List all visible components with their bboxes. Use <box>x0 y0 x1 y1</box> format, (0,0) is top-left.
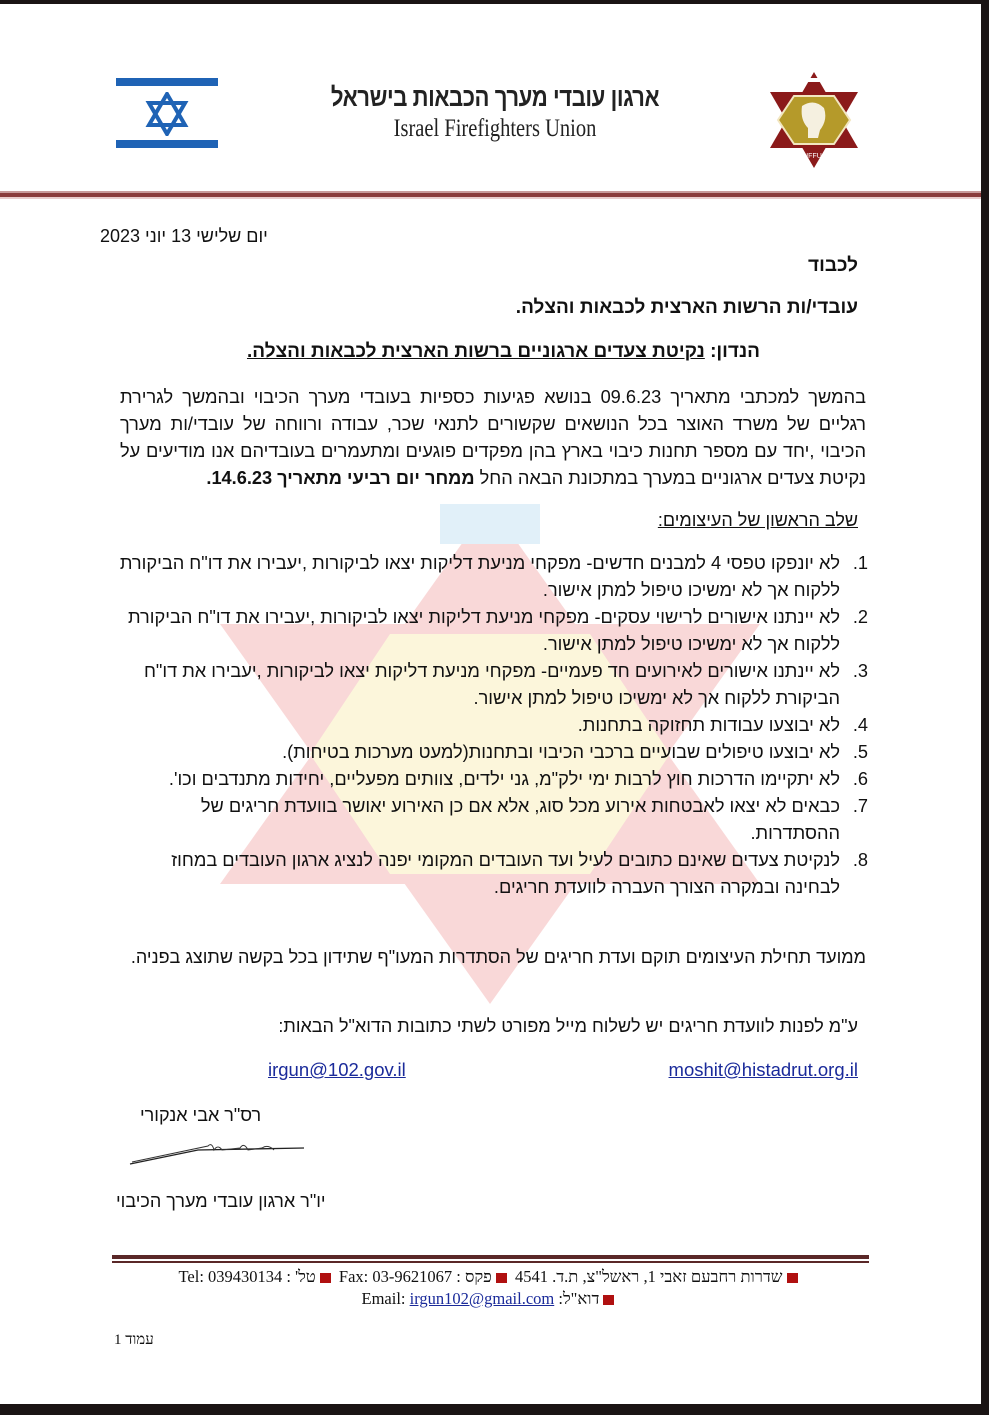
page-number: עמוד 1 <box>114 1332 154 1348</box>
document-page <box>0 4 981 1404</box>
org-title <box>300 82 690 143</box>
sanctions-list <box>112 550 868 901</box>
to-label: לכבוד <box>808 255 858 276</box>
svg-text:IFFU: IFFU <box>806 153 822 160</box>
subject-text: נקיטת צעדים ארגוניים ברשות הארצית לכבאות והצלה. <box>246 341 705 362</box>
signature-icon <box>128 1136 308 1168</box>
list-item: 1. לא יונפקו טפסי 4 למבנים חדשים- מפקחי מניעת דליקות יצאו לביקורות ,יעבירו את דו"ח הביקורת ללקוח אך לא ימשיכו טיפול למתן אישור. <box>119 553 868 600</box>
stage-title: שלב הראשון של העיצומים: <box>657 510 858 530</box>
effective-date-bold: ממחר יום רביעי מתאריך 14.6.23 <box>211 468 475 488</box>
recipients: עובדי/ות הרשות הארצית לכבאות והצלה. <box>515 297 858 318</box>
bullet-square-icon <box>787 1273 798 1283</box>
footer-fax: Fax: 03-9621067 <box>338 1267 453 1286</box>
list-item: 8. לנקיטת צעדים שאינם כתובים לעיל ועד העובדים המקומי יפנה לנציג ארגון העובדים במחוז לבחינה ובמקרה הצורך העברה לוועדת חריגים. <box>171 850 868 897</box>
list-item: 3. לא יינתנו אישורים לאירועים חד פעמיים- מפקחי מניעת דליקות יצאו לביקורות ,יעבירו את דו"ח הביקורת ללקוח אך לא ימשיכו טיפול למתן אישור. <box>143 661 868 708</box>
footer-address: שדרות רחבעם זאבי 1, ראשל"צ, ת.ד. 4541 <box>514 1267 783 1286</box>
emails-intro: ע"מ לפנות לוועדת חריגים יש לשלוח מייל מפורט לשתי כתובות הדוא"ל הבאות: <box>278 1016 858 1036</box>
list-item: 6. לא יתקיימו הדרכות חוץ לרבות ימי ילק"מ, גני ילדים, צוותים מפעליים, יחידות מתנדבים וכו'. <box>168 769 868 789</box>
footer-email-link[interactable]: irgun102@gmail.com <box>409 1289 555 1308</box>
firefighters-union-logo-icon <box>762 68 866 172</box>
list-item: 7. כבאים לא יצאו לאבטחות אירוע מכל סוג, אלא אם כן האירוע יאושר בוועדת חריגים של ההסתדרות. <box>200 796 868 843</box>
org-name-english: Israel Firefighters Union <box>393 115 597 142</box>
signer-title: יו"ר ארגון עובדי מערך הכיבוי <box>116 1191 326 1211</box>
bullet-square-icon <box>496 1273 507 1283</box>
email-link-histadrut[interactable]: moshit@histadrut.org.il <box>668 1059 858 1080</box>
footer-divider <box>112 1255 869 1263</box>
letter-date: יום שלישי 13 יוני 2023 <box>100 226 268 246</box>
subject-line <box>120 341 760 363</box>
subject-label: הנדון: <box>710 341 760 362</box>
list-item: 4. לא יבוצעו עבודות תחזוקה בתחנות. <box>577 715 868 735</box>
window-edge-bottom <box>0 1404 989 1415</box>
exceptions-committee-paragraph: ממועד תחילת העיצומים תוקם ועדת חריגים של הסתדרות המעו"ף שתידון בכל בקשה שתוצג בפניה. <box>130 947 866 967</box>
header-divider <box>0 191 981 200</box>
israel-flag-icon <box>116 76 218 152</box>
org-name-hebrew: ארגון עובדי מערך הכבאות בישראל <box>330 82 660 112</box>
footer-email-line: דוא"ל: Email: irgun102@gmail.com <box>120 1289 860 1309</box>
bullet-square-icon <box>320 1273 331 1283</box>
email-link-irgun[interactable]: irgun@102.gov.il <box>268 1059 406 1080</box>
signer-name: רס"ר אבי אנקורי <box>140 1105 262 1125</box>
window-edge <box>981 0 989 1415</box>
bullet-square-icon <box>603 1295 614 1305</box>
footer-contact-line: שדרות רחבעם זאבי 1, ראשל"צ, ת.ד. 4541 פקס : Fax: 03-9621067 טל' : Tel: 039430134 <box>120 1267 860 1287</box>
list-item: 5. לא יבוצעו טיפולים שבועיים ברכבי הכיבוי ובתחנות(למעט מערכות בטיחות). <box>282 742 868 762</box>
footer-tel: Tel: 039430134 <box>178 1267 283 1286</box>
intro-paragraph: בהמשך למכתבי מתאריך 09.6.23 בנושא פגיעות כספיות בעובדי מערך הכיבוי ובהמשך לגרירת רגליים של משרד האוצר בכל הנושאים שקשורים לתנאי שכר, עבודה ורווחה של עובדי/ות מערך הכיבוי ,יחד עם מספר תחנות כיבוי בארץ בהן מפקדים פוגעים ומתעמרים בעובדיהם אנו מודיעים על נקיטת צעדים ארגוניים במערך במתכונת הבאה החל ממחר יום רביעי מתאריך 14.6.23. <box>120 387 866 488</box>
list-item: 2. לא יינתנו אישורים לרישוי עסקים- מפקחי מניעת דליקות יצאו לביקורות ,יעבירו את דו"ח הביקורת ללקוח אך לא ימשיכו טיפול למתן אישור. <box>128 607 868 654</box>
